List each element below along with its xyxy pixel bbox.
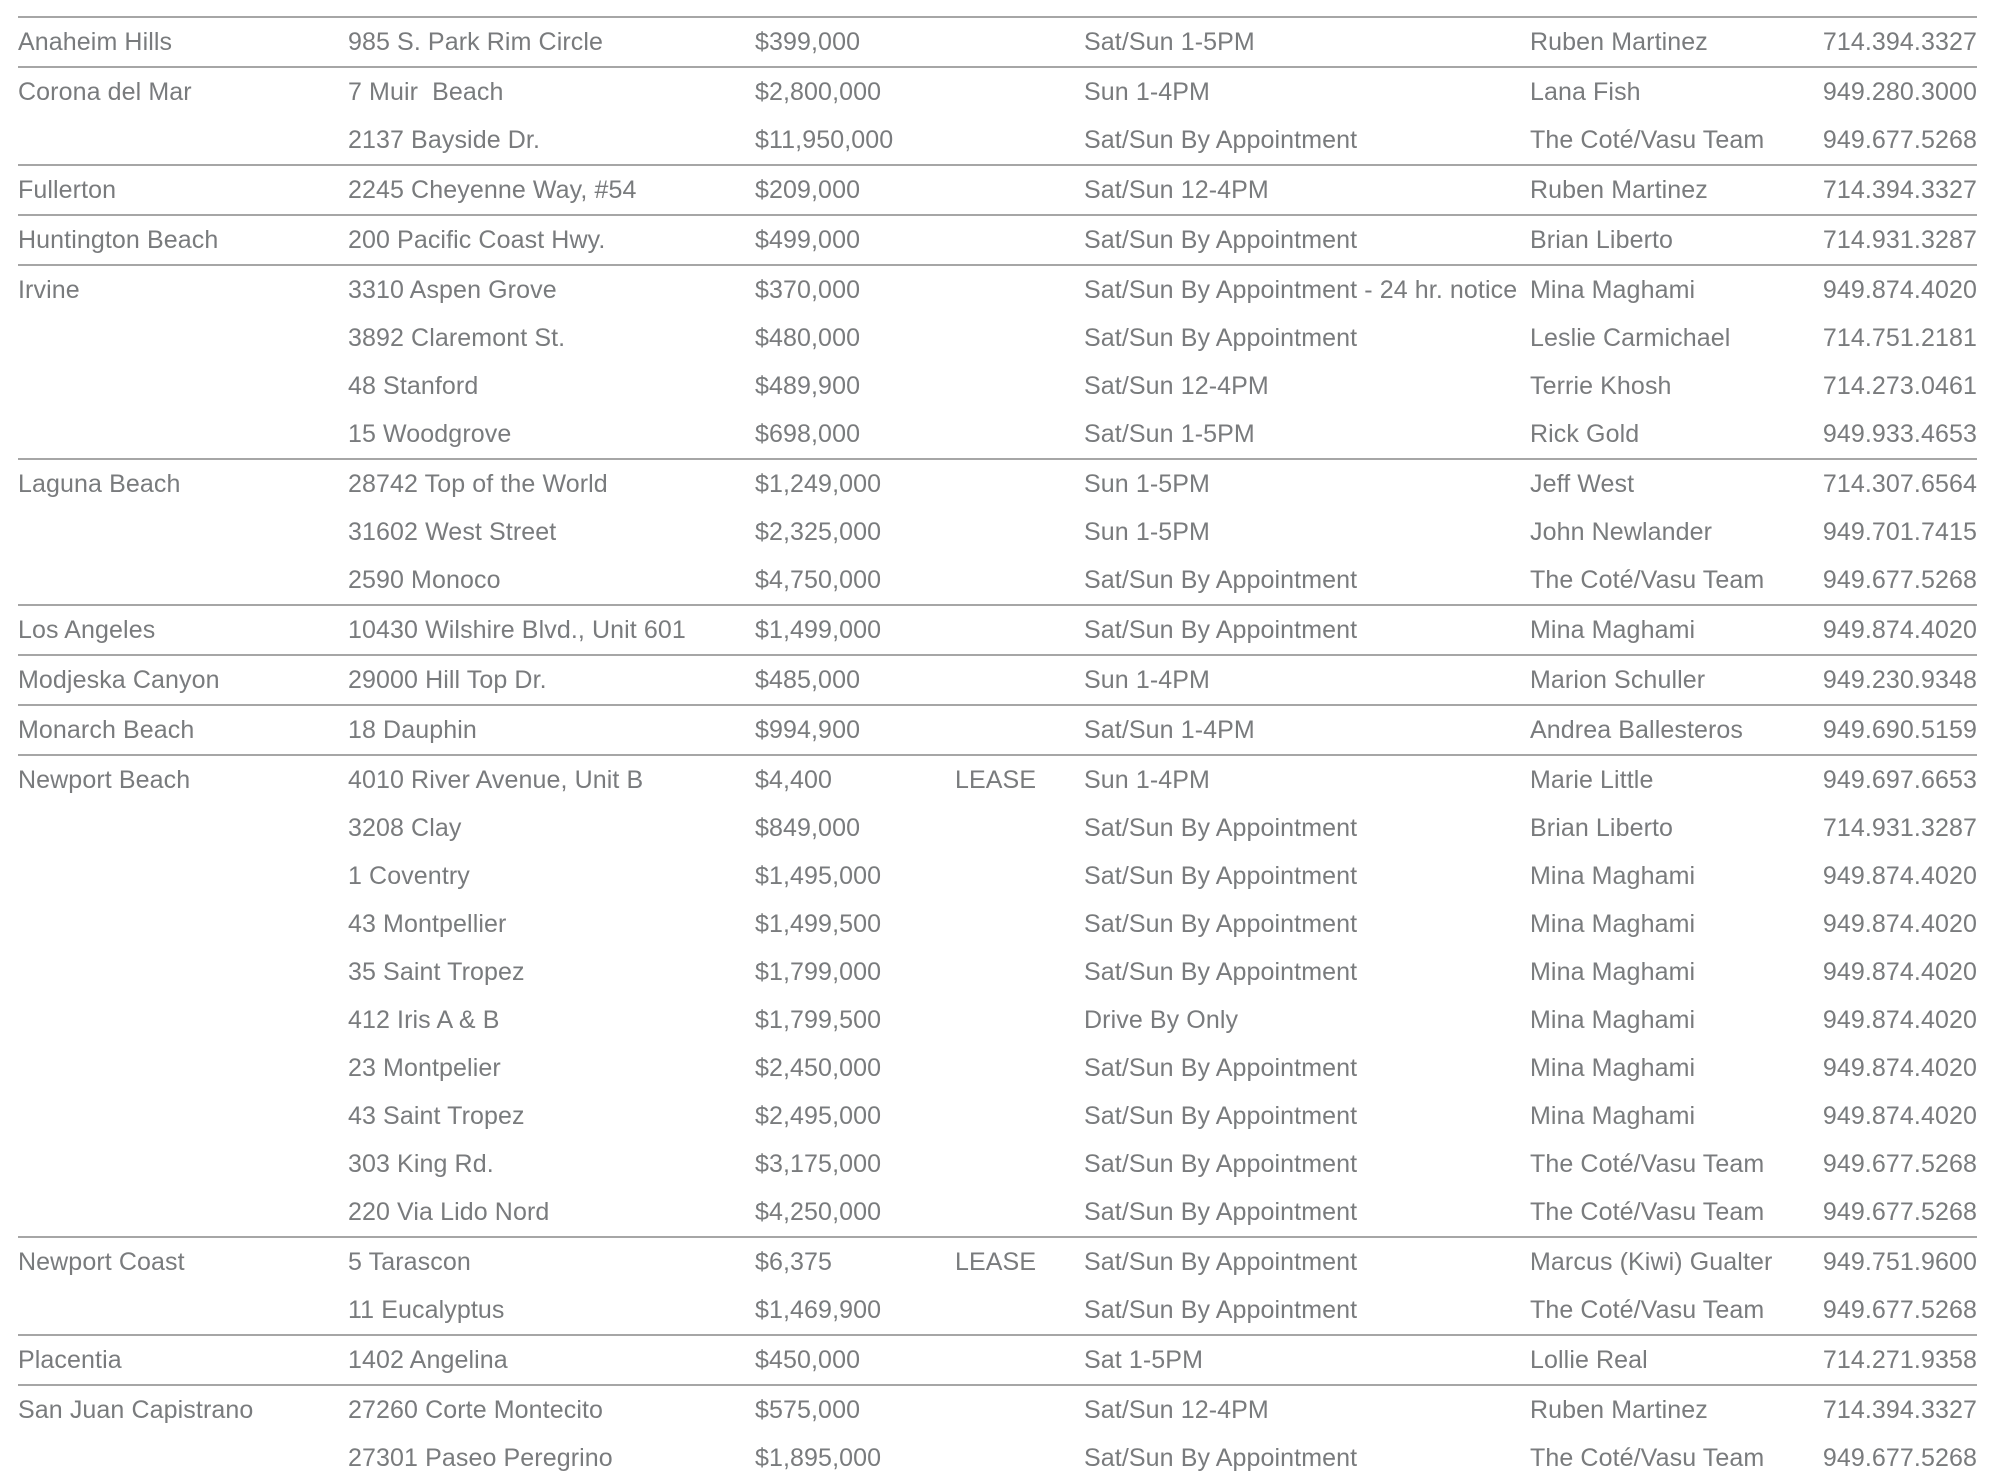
city-cell: Fullerton: [18, 176, 117, 204]
agent-cell: Mina Maghami: [1530, 1054, 1696, 1082]
price-cell: $6,375: [755, 1248, 833, 1276]
open-house-time-cell: Sat/Sun By Appointment: [1084, 1198, 1358, 1226]
price-cell: $485,000: [755, 666, 861, 694]
price-cell: $1,499,500: [755, 910, 882, 938]
lease-badge: LEASE: [955, 1248, 1037, 1276]
listing-row: [18, 1238, 1977, 1286]
agent-cell: Ruben Martinez: [1530, 176, 1708, 204]
phone-cell: 714.931.3287: [1822, 226, 1977, 254]
agent-cell: Ruben Martinez: [1530, 28, 1708, 56]
phone-cell: 949.933.4653: [1822, 420, 1977, 448]
price-cell: $3,175,000: [755, 1150, 882, 1178]
phone-cell: 949.874.4020: [1822, 1102, 1977, 1130]
city-group: [18, 164, 1977, 214]
agent-cell: Mina Maghami: [1530, 1102, 1696, 1130]
city-group: [18, 654, 1977, 704]
listing-row: [18, 556, 1977, 604]
agent-cell: The Coté/Vasu Team: [1530, 126, 1765, 154]
city-cell: Anaheim Hills: [18, 28, 173, 56]
city-group: [18, 16, 1977, 66]
open-house-time-cell: Sun 1-4PM: [1084, 666, 1210, 694]
city-cell: Monarch Beach: [18, 716, 195, 744]
price-cell: $480,000: [755, 324, 861, 352]
open-house-time-cell: Sat/Sun 12-4PM: [1084, 372, 1269, 400]
phone-cell: 949.690.5159: [1822, 716, 1977, 744]
open-house-time-cell: Sat/Sun By Appointment: [1084, 566, 1358, 594]
open-house-time-cell: Sun 1-4PM: [1084, 766, 1210, 794]
city-group: [18, 1236, 1977, 1334]
address-cell: 15 Woodgrove: [348, 420, 512, 448]
phone-cell: 714.394.3327: [1822, 1396, 1977, 1424]
phone-cell: 949.230.9348: [1822, 666, 1977, 694]
city-group: [18, 1384, 1977, 1482]
agent-cell: John Newlander: [1530, 518, 1713, 546]
agent-cell: Mina Maghami: [1530, 862, 1696, 890]
city-cell: Placentia: [18, 1346, 122, 1374]
price-cell: $399,000: [755, 28, 861, 56]
address-cell: 10430 Wilshire Blvd., Unit 601: [348, 616, 686, 644]
city-cell: Corona del Mar: [18, 78, 192, 106]
agent-cell: Mina Maghami: [1530, 910, 1696, 938]
address-cell: 31602 West Street: [348, 518, 557, 546]
lease-badge: LEASE: [955, 766, 1037, 794]
open-house-time-cell: Sat/Sun By Appointment: [1084, 126, 1358, 154]
address-cell: 27301 Paseo Peregrino: [348, 1444, 613, 1472]
city-group: [18, 264, 1977, 458]
price-cell: $2,450,000: [755, 1054, 882, 1082]
price-cell: $370,000: [755, 276, 861, 304]
address-cell: 18 Dauphin: [348, 716, 477, 744]
phone-cell: 949.677.5268: [1822, 1296, 1977, 1324]
address-cell: 28742 Top of the World: [348, 470, 608, 498]
agent-cell: Jeff West: [1530, 470, 1635, 498]
price-cell: $1,469,900: [755, 1296, 882, 1324]
address-cell: 2137 Bayside Dr.: [348, 126, 540, 154]
city-cell: Huntington Beach: [18, 226, 219, 254]
open-house-time-cell: Sat/Sun By Appointment: [1084, 1102, 1358, 1130]
phone-cell: 714.931.3287: [1822, 814, 1977, 842]
price-cell: $575,000: [755, 1396, 861, 1424]
listing-row: [18, 1434, 1977, 1482]
phone-cell: 714.271.9358: [1822, 1346, 1977, 1374]
listing-row: [18, 508, 1977, 556]
price-cell: $2,325,000: [755, 518, 882, 546]
listing-row: [18, 266, 1977, 314]
phone-cell: 949.874.4020: [1822, 862, 1977, 890]
agent-cell: Brian Liberto: [1530, 226, 1674, 254]
price-cell: $1,499,000: [755, 616, 882, 644]
city-group: [18, 458, 1977, 604]
city-cell: Newport Beach: [18, 766, 191, 794]
open-house-time-cell: Sat/Sun By Appointment: [1084, 1054, 1358, 1082]
city-group: [18, 66, 1977, 164]
agent-cell: Rick Gold: [1530, 420, 1640, 448]
listing-row: [18, 756, 1977, 804]
open-house-time-cell: Sat/Sun 12-4PM: [1084, 176, 1269, 204]
open-house-time-cell: Sat/Sun By Appointment: [1084, 1150, 1358, 1178]
listing-row: [18, 18, 1977, 66]
address-cell: 48 Stanford: [348, 372, 479, 400]
phone-cell: 714.394.3327: [1822, 28, 1977, 56]
price-cell: $4,750,000: [755, 566, 882, 594]
agent-cell: Lana Fish: [1530, 78, 1641, 106]
agent-cell: The Coté/Vasu Team: [1530, 1198, 1765, 1226]
agent-cell: Terrie Khosh: [1530, 372, 1672, 400]
agent-cell: Marion Schuller: [1530, 666, 1706, 694]
phone-cell: 949.677.5268: [1822, 566, 1977, 594]
agent-cell: Ruben Martinez: [1530, 1396, 1708, 1424]
listing-row: [18, 852, 1977, 900]
address-cell: 2245 Cheyenne Way, #54: [348, 176, 637, 204]
listing-row: [18, 1188, 1977, 1236]
phone-cell: 714.394.3327: [1822, 176, 1977, 204]
listing-row: [18, 314, 1977, 362]
open-house-time-cell: Sun 1-5PM: [1084, 518, 1210, 546]
address-cell: 4010 River Avenue, Unit B: [348, 766, 644, 794]
address-cell: 2590 Monoco: [348, 566, 501, 594]
address-cell: 303 King Rd.: [348, 1150, 494, 1178]
open-house-time-cell: Sat/Sun By Appointment: [1084, 862, 1358, 890]
listing-row: [18, 900, 1977, 948]
listing-row: [18, 362, 1977, 410]
listing-row: [18, 410, 1977, 458]
city-cell: Newport Coast: [18, 1248, 185, 1276]
agent-cell: Andrea Ballesteros: [1530, 716, 1744, 744]
open-house-time-cell: Sun 1-5PM: [1084, 470, 1210, 498]
agent-cell: The Coté/Vasu Team: [1530, 1150, 1765, 1178]
address-cell: 1402 Angelina: [348, 1346, 508, 1374]
open-house-time-cell: Drive By Only: [1084, 1006, 1239, 1034]
listing-row: [18, 1044, 1977, 1092]
agent-cell: Marie Little: [1530, 766, 1654, 794]
open-house-time-cell: Sat/Sun 12-4PM: [1084, 1396, 1269, 1424]
price-cell: $2,800,000: [755, 78, 882, 106]
open-house-time-cell: Sat/Sun By Appointment: [1084, 910, 1358, 938]
price-cell: $2,495,000: [755, 1102, 882, 1130]
open-house-time-cell: Sun 1-4PM: [1084, 78, 1210, 106]
phone-cell: 949.874.4020: [1822, 616, 1977, 644]
agent-cell: Mina Maghami: [1530, 1006, 1696, 1034]
open-house-time-cell: Sat/Sun By Appointment - 24 hr. notice: [1084, 276, 1518, 304]
city-cell: Modjeska Canyon: [18, 666, 220, 694]
address-cell: 985 S. Park Rim Circle: [348, 28, 604, 56]
open-house-time-cell: Sat/Sun By Appointment: [1084, 958, 1358, 986]
address-cell: 23 Montpelier: [348, 1054, 501, 1082]
agent-cell: Marcus (Kiwi) Gualter: [1530, 1248, 1773, 1276]
phone-cell: 949.874.4020: [1822, 1054, 1977, 1082]
listing-row: [18, 948, 1977, 996]
price-cell: $4,250,000: [755, 1198, 882, 1226]
agent-cell: The Coté/Vasu Team: [1530, 1444, 1765, 1472]
address-cell: 7 Muir Beach: [348, 78, 504, 106]
open-house-time-cell: Sat/Sun By Appointment: [1084, 1296, 1358, 1324]
listing-row: [18, 996, 1977, 1044]
price-cell: $1,799,500: [755, 1006, 882, 1034]
open-house-time-cell: Sat/Sun By Appointment: [1084, 324, 1358, 352]
address-cell: 5 Tarascon: [348, 1248, 471, 1276]
address-cell: 3892 Claremont St.: [348, 324, 566, 352]
price-cell: $994,900: [755, 716, 861, 744]
city-group: [18, 214, 1977, 264]
price-cell: $1,895,000: [755, 1444, 882, 1472]
listing-row: [18, 656, 1977, 704]
phone-cell: 949.280.3000: [1822, 78, 1977, 106]
phone-cell: 949.751.9600: [1822, 1248, 1977, 1276]
address-cell: 200 Pacific Coast Hwy.: [348, 226, 606, 254]
agent-cell: Leslie Carmichael: [1530, 324, 1731, 352]
price-cell: $1,249,000: [755, 470, 882, 498]
agent-cell: Mina Maghami: [1530, 276, 1696, 304]
address-cell: 1 Coventry: [348, 862, 470, 890]
agent-cell: The Coté/Vasu Team: [1530, 566, 1765, 594]
address-cell: 3208 Clay: [348, 814, 462, 842]
price-cell: $499,000: [755, 226, 861, 254]
phone-cell: 949.874.4020: [1822, 1006, 1977, 1034]
listing-row: [18, 706, 1977, 754]
open-house-time-cell: Sat 1-5PM: [1084, 1346, 1204, 1374]
price-cell: $698,000: [755, 420, 861, 448]
open-house-time-cell: Sat/Sun By Appointment: [1084, 1444, 1358, 1472]
price-cell: $849,000: [755, 814, 861, 842]
listing-row: [18, 1336, 1977, 1384]
listing-row: [18, 216, 1977, 264]
phone-cell: 949.677.5268: [1822, 1150, 1977, 1178]
city-cell: Irvine: [18, 276, 80, 304]
address-cell: 43 Saint Tropez: [348, 1102, 525, 1130]
open-house-time-cell: Sat/Sun By Appointment: [1084, 226, 1358, 254]
open-house-time-cell: Sat/Sun 1-5PM: [1084, 28, 1255, 56]
city-cell: Los Angeles: [18, 616, 156, 644]
city-cell: Laguna Beach: [18, 470, 181, 498]
price-cell: $1,495,000: [755, 862, 882, 890]
agent-cell: The Coté/Vasu Team: [1530, 1296, 1765, 1324]
price-cell: $450,000: [755, 1346, 861, 1374]
city-group: [18, 1334, 1977, 1384]
phone-cell: 949.874.4020: [1822, 958, 1977, 986]
price-cell: $11,950,000: [755, 126, 894, 154]
address-cell: 3310 Aspen Grove: [348, 276, 557, 304]
address-cell: 27260 Corte Montecito: [348, 1396, 604, 1424]
phone-cell: 714.273.0461: [1822, 372, 1977, 400]
phone-cell: 949.874.4020: [1822, 276, 1977, 304]
listing-row: [18, 68, 1977, 116]
address-cell: 29000 Hill Top Dr.: [348, 666, 547, 694]
city-group: [18, 604, 1977, 654]
agent-cell: Mina Maghami: [1530, 958, 1696, 986]
phone-cell: 714.751.2181: [1822, 324, 1977, 352]
listing-row: [18, 606, 1977, 654]
address-cell: 220 Via Lido Nord: [348, 1198, 550, 1226]
city-group: [18, 704, 1977, 754]
listing-row: [18, 460, 1977, 508]
open-house-time-cell: Sat/Sun By Appointment: [1084, 814, 1358, 842]
address-cell: 43 Montpellier: [348, 910, 507, 938]
listing-row: [18, 116, 1977, 164]
phone-cell: 949.677.5268: [1822, 126, 1977, 154]
open-house-time-cell: Sat/Sun 1-5PM: [1084, 420, 1255, 448]
phone-cell: 949.697.6653: [1822, 766, 1977, 794]
phone-cell: 949.874.4020: [1822, 910, 1977, 938]
phone-cell: 949.677.5268: [1822, 1198, 1977, 1226]
listing-row: [18, 1286, 1977, 1334]
phone-cell: 949.677.5268: [1822, 1444, 1977, 1472]
listing-row: [18, 1386, 1977, 1434]
listing-row: [18, 166, 1977, 214]
listing-row: [18, 1140, 1977, 1188]
open-house-time-cell: Sat/Sun By Appointment: [1084, 616, 1358, 644]
price-cell: $209,000: [755, 176, 861, 204]
address-cell: 35 Saint Tropez: [348, 958, 525, 986]
agent-cell: Brian Liberto: [1530, 814, 1674, 842]
price-cell: $1,799,000: [755, 958, 882, 986]
agent-cell: Lollie Real: [1530, 1346, 1648, 1374]
address-cell: 11 Eucalyptus: [348, 1296, 505, 1324]
open-house-time-cell: Sat/Sun 1-4PM: [1084, 716, 1255, 744]
open-house-listing-table: [18, 16, 1977, 1482]
open-house-time-cell: Sat/Sun By Appointment: [1084, 1248, 1358, 1276]
listing-row: [18, 804, 1977, 852]
agent-cell: Mina Maghami: [1530, 616, 1696, 644]
price-cell: $4,400: [755, 766, 833, 794]
listing-row: [18, 1092, 1977, 1140]
city-cell: San Juan Capistrano: [18, 1396, 254, 1424]
phone-cell: 949.701.7415: [1822, 518, 1977, 546]
address-cell: 412 Iris A & B: [348, 1006, 500, 1034]
price-cell: $489,900: [755, 372, 861, 400]
city-group: [18, 754, 1977, 1236]
phone-cell: 714.307.6564: [1822, 470, 1977, 498]
